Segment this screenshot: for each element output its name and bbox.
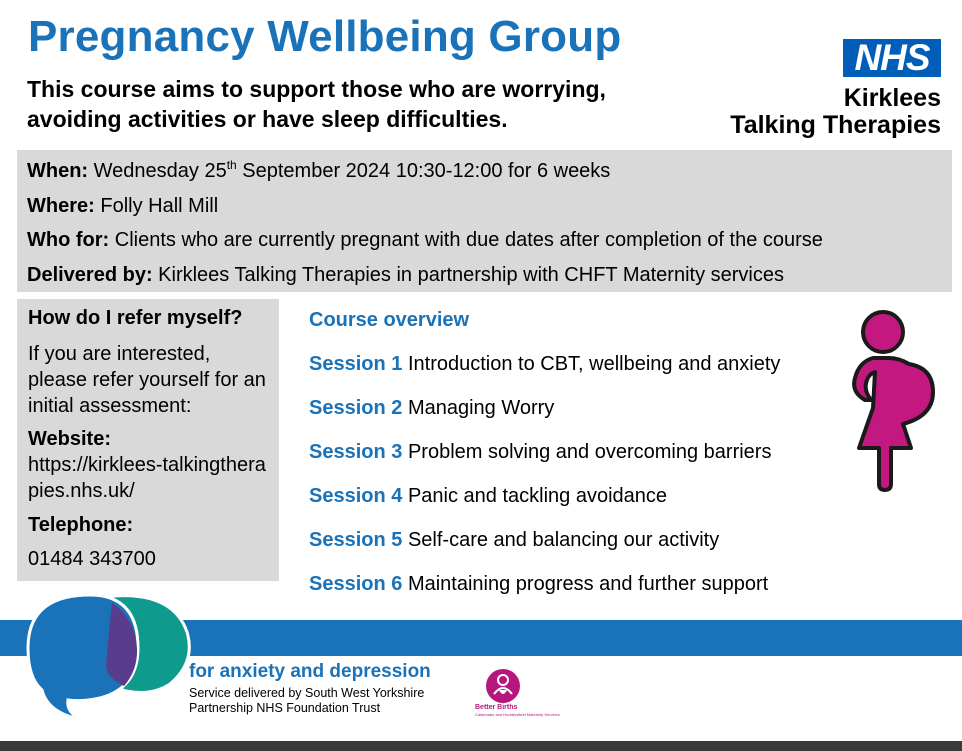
page-title: Pregnancy Wellbeing Group: [28, 12, 622, 61]
speech-bubbles-logo: [20, 590, 200, 725]
when-line: [27, 154, 942, 189]
session-label: Session 3: [309, 441, 403, 463]
delivered-by-label: Delivered by:: [27, 263, 153, 286]
footer-tagline: for anxiety and depression: [189, 661, 431, 682]
delivered-by-value: Kirklees Talking Therapies in partnership with CHFT Maternity services: [158, 263, 784, 286]
session-label: Session 2: [309, 397, 403, 419]
pregnant-woman-icon: [845, 308, 945, 494]
telephone-label: Telephone:: [28, 514, 134, 536]
course-aim-subtitle: This course aims to support those who are worrying, avoiding activities or have sleep difficulties.: [27, 76, 606, 132]
referral-box: [17, 299, 279, 581]
service-delivered-line2: Partnership NHS Foundation Trust: [189, 701, 381, 715]
session-text: Introduction to CBT, wellbeing and anxiety: [407, 353, 781, 375]
website-label: Website:: [28, 428, 111, 450]
telephone-number[interactable]: 01484 343700: [28, 548, 156, 570]
session-item: [309, 527, 849, 571]
course-overview: [309, 307, 849, 615]
where-line: [27, 189, 942, 224]
session-label: Session 5: [309, 529, 403, 551]
session-label: Session 6: [309, 573, 403, 595]
course-overview-title: Course overview: [309, 309, 470, 331]
session-label: Session 4: [309, 485, 403, 507]
session-item: [309, 351, 849, 395]
better-births-subtitle: Calderdale and Huddersfield Maternity Services: [475, 712, 560, 717]
when-details: September 2024 10:30-12:00 for 6 weeks: [236, 160, 611, 182]
brand-name-line1: Kirklees: [843, 84, 941, 112]
who-for-value: Clients who are currently pregnant with due dates after completion of the course: [114, 229, 823, 251]
referral-heading: How do I refer myself?: [28, 307, 243, 329]
delivered-by-line: [27, 258, 942, 293]
session-text: Problem solving and overcoming barriers: [407, 441, 772, 463]
session-item: [309, 439, 849, 483]
when-value: [94, 160, 611, 182]
session-text: Panic and tackling avoidance: [407, 485, 668, 507]
service-delivered-line1: Service delivered by South West Yorkshire: [189, 686, 425, 700]
bottom-rule: [0, 741, 962, 751]
when-label: When:: [27, 160, 89, 182]
where-value: Folly Hall Mill: [100, 194, 219, 217]
session-label: Session 1: [309, 353, 403, 375]
session-item: [309, 395, 849, 439]
when-date: Wednesday 25: [93, 160, 227, 182]
session-item: [309, 571, 849, 615]
event-details-box: [17, 150, 952, 292]
referral-text: If you are interested, please refer yourself for an initial assessment:: [28, 343, 266, 417]
better-births-name: Better Births: [475, 704, 518, 711]
session-text: Maintaining progress and further support: [407, 573, 769, 595]
who-for-line: [27, 223, 942, 258]
brand-name-line2: Talking Therapies: [730, 111, 941, 139]
better-births-logo: [481, 668, 525, 704]
session-text: Self-care and balancing our activity: [407, 529, 720, 551]
nhs-logo: NHS: [843, 39, 941, 77]
when-date-suffix: th: [226, 158, 237, 172]
website-link[interactable]: https://kirklees-talkingtherapies.nhs.uk/: [28, 454, 266, 502]
who-for-label: Who for:: [27, 229, 110, 251]
where-label: Where:: [27, 194, 95, 217]
session-item: [309, 483, 849, 527]
session-text: Managing Worry: [407, 397, 555, 419]
